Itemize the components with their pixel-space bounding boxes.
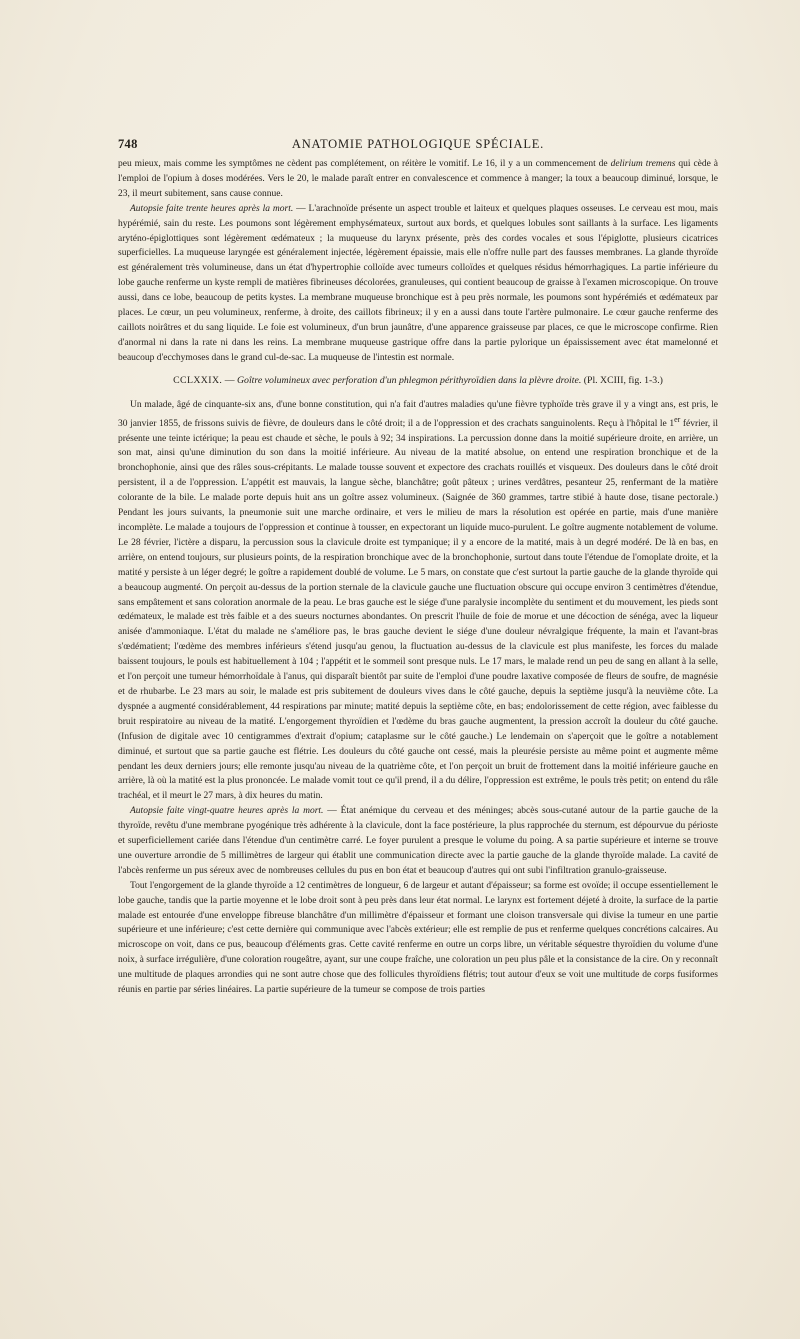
section-title-text: Goître volumineux avec perforation d'un phlegmon périthyroïdien dans la plèvre droite. [236, 374, 582, 386]
body-text [118, 157, 718, 998]
text-run: — L'arachnoïde présente un aspect trouble et laiteux et quelques plaques osseuses. Le cerveau est mou, mais hypérémié, sain du reste. Les poumons sont légèrement emphysémateux, surtout aux bords, et quelques lobules sont saillants à la surface. Les ligaments aryténo-épiglottiques sont légèrement œdémateux ; la muqueuse du larynx présente, près des cordes vocales et sous l'épiglotte, plusieurs cicatrices superficielles. La muqueuse laryngée est généralement injectée, légèrement épaissie, mais elle n'offre nulle part des fausses membranes. La glande thyroïde est généralement très volumineuse, dans un état d'hypertrophie colloïde avec tumeurs colloïdes et quelques résidus hémorrhagiques. La partie inférieure du lobe gauche renferme un kyste rempli de matières fibrineuses décolorées, granuleuses, qui contient beaucoup de graisse à l'examen microscopique. On trouve aussi, dans ce lobe, beaucoup de petits kystes. La membrane muqueuse bronchique est à peu près normale, les poumons sont hypérémiés et œdémateux par places. Le cœur, un peu volumineux, renferme, à droite, des caillots fibrineux; il y en a aussi dans toute l'artère pulmonaire. Le cœur gauche renferme des caillots noirâtres et du sang liquide. Le foie est volumineux, d'un brun jaunâtre, d'une apparence graisseuse par places, ce que le microscope confirme. Rien d'anormal ni dans la rate ni dans les reins. La membrane muqueuse gastrique offre dans la partie pylorique un épaississement avec état mamelonné et beaucoup d'ecchymoses dans le grand cul-de-sac. La muqueuse de l'intestin est normale. [118, 203, 718, 363]
page-number: 748 [118, 137, 138, 151]
text-run: qui cède à l'emploi de l'opium à doses modérées. Vers le 20, le malade paraît entrer en convalescence et commence à manger; la toux a beaucoup diminué, lorsque, le 23, il meurt subitement, sans cause connue. [118, 159, 718, 199]
autopsy-heading: Autopsie faite trente heures après la mort. [130, 203, 294, 214]
paragraph-thyroid [118, 879, 718, 998]
text-run: février, il présente une teinte ictérique; la peau est chaude et sèche, le pouls à 92; 34 inspirations. La percussion donne dans la moitié supérieure droite, en arrière, un son mat, ainsi qu'une diminution du son dans la moitié inférieure. Au niveau de la matité absolue, on entend une respiration bronchique et de la bronchophonie, ainsi que des râles sous-crépitants. Le malade tousse souvent et expectore des crachats rouillés et visqueux. Des douleurs dans le côté droit persistent, il a de l'oppression. L'appétit est mauvais, la langue sèche, blanchâtre; goût pâteux ; urines verdâtres, pesanteur 25, renfermant de la matière colorante de la bile. Le malade porte depuis huit ans un goître assez volumineux. (Saignée de 360 grammes, tartre stibié à haute dose, tisane pectorale.) Pendant les jours suivants, la pneumonie suit une marche ordinaire, et vers le milieu de mars la résolution est opérée en partie, mais d'une manière incomplète. Le malade a toujours de l'oppression et continue à tousser, en expectorant un liquide muco-purulent. Le goître augmente notablement de volume. Le 28 février, l'ictère a disparu, la percussion sous la clavicule droite est tympanique; il y a encore de la matité, mais à un degré modéré. De là en bas, en arrière, on entend toujours, sur plusieurs points, de la respiration bronchique avec de la bronchophonie, surtout dans toute l'étendue de l'omoplate droite, et la matité y persiste à un léger degré; le goître a rapidement doublé de volume. Le 5 mars, on constate que c'est surtout la partie gauche de la glande thyroïde qui a beaucoup augmenté. On perçoit au-dessus de la portion sternale de la clavicule gauche une fluctuation obscure qui occupe environ 3 centimètres d'étendue, sans empâtement et sans coloration anormale de la peau. Le bras gauche est le siége d'une paralysie incomplète du sentiment et du mouvement, les pieds sont œdémateux, le malade est très faible et a des sueurs nocturnes abondantes. On prescrit l'huile de foie de morue et une décoction de sénéga, avec la liqueur anisée d'ammoniaque. L'état du malade ne s'améliore pas, le bras gauche devient le siége d'une douleur névralgique fréquente, la main et l'avant-bras s'œdématient; l'œdème des membres inférieurs s'étend jusqu'au genou, la fluctuation au-dessus de la clavicule est plus manifeste, les forces du malade baissent toujours, le pouls est habituellement à 104 ; l'appétit et le sommeil sont presque nuls. Le 17 mars, le malade rend un peu de sang en allant à la selle, et l'on perçoit une tumeur hémorrhoïdale à l'anus, qui disparaît bientôt par suite de l'emploi d'une poudre laxative composée de fleurs de soufre, de magnésie et de rhubarbe. Le 23 mars au soir, le malade est pris subitement de douleurs vives dans le côté gauche, depuis la septième jusqu'à la neuvième côte. La dyspnée a augmenté considérablement, 44 respirations par minute; matité depuis la septième côte, en bas; endolorissement de cette région, avec faiblesse du bruit respiratoire au niveau de la matité. L'engorgement thyroïdien et l'œdème du bras gauche augmentent, la pression accroît la douleur du côté gauche. (Infusion de digitale avec 10 centigrammes d'extrait d'opium; cataplasme sur le côté gauche.) Le lendemain on s'aperçoit que le goître a notablement diminué, et surtout que sa partie gauche est flétrie. Les douleurs du côté gauche ont cessé, mais la pleurésie persiste au même point et augmente même pendant les deux derniers jours; elle remonte jusqu'au niveau de la quatrième côte, et l'on perçoit un bruit de frottement dans la moitié inférieure gauche en arrière, là où la matité est la plus prononcée. Le malade vomit tout ce qu'il prend, il a du délire, l'oppression est extrême, le pouls très petit; on entend du râle trachéal, et il meurt le 27 mars, à dix heures du matin. [118, 418, 719, 802]
paragraph-continuation [118, 157, 718, 202]
text-run: Tout l'engorgement de la glande thyroïde a 12 centimètres de longueur, 6 de largeur et autant d'épaisseur; sa forme est ovoïde; il occupe essentiellement le lobe gauche, tandis que la partie moyenne et le lobe droit sont à peu près dans leur état normal. Le larynx est fortement déjeté à droite, la surface de la partie malade est entourée d'une enveloppe fibreuse blanchâtre d'un millimètre d'épaisseur et formant une cloison transversale qui divise la tumeur en une partie supérieure et une inférieure; c'est cette dernière qui communique avec l'abcès extérieur; elle est remplie de pus et renferme quelques concrétions calcaires. Au microscope on voit, dans ce pus, beaucoup d'éléments gras. Cette cavité renferme en outre un corps libre, un véritable séquestre thyroïdien du volume d'une noix, à surface irrégulière, d'une coloration rougeâtre, ayant, sur une coupe fraîche, une coloration un peu plus pâle et la consistance de la cire. On y reconnaît une multitude de plaques arrondies qui ne sont autre chose que des follicules thyroïdiens flétris; tout autour d'eux se voit une multitude de corps fusiformes réunis en partie par séries linéaires. La partie supérieure de la tumeur se compose de trois parties [118, 880, 718, 996]
superscript: er [674, 414, 681, 424]
text-run: peu mieux, mais comme les symptômes ne cèdent pas complétement, on réitère le vomitif. Le 16, il y a un commencement de [118, 159, 611, 169]
paragraph-autopsy-2 [118, 804, 718, 879]
italic-term: delirium tremens [610, 159, 676, 169]
page-header [118, 137, 718, 153]
text-run: Un malade, âgé de cinquante-six ans, d'une bonne constitution, qui n'a fait d'autres maladies qu'une fièvre typhoïde très grave il y a vingt ans, est pris, le 30 janvier 1855, de frissons suivis de fièvre, de douleurs dans le côté droit; il a de l'oppression et des crachats sanguinolents. Reçu à l'hôpital le 1 [118, 399, 718, 429]
autopsy-heading: Autopsie faite vingt-quatre heures après la mort. [130, 806, 324, 817]
text-run: — État anémique du cerveau et des méninges; abcès sous-cutané autour de la partie gauche de la thyroïde, revêtu d'une membrane pyogénique très adhérente à la clavicule, dont la face postérieure, la plus rapprochée du sternum, est dépourvue du périoste et superficiellement cariée dans l'étendue d'un centimètre carré. Le foyer purulent a presque le volume du poing. A sa partie supérieure et interne se trouve une ouverture arrondie de 5 millimètres de largeur qui établit une communication directe avec la partie gauche de la glande thyroïde malade. La cavité de l'abcès renferme un pus séreux avec de nombreuses cellules du pus en bon état et beaucoup d'autres qui ont subi l'infiltration granulo-graisseuse. [118, 806, 718, 876]
running-head: ANATOMIE PATHOLOGIQUE SPÉCIALE. [291, 137, 545, 151]
plate-reference: (Pl. XCIII, fig. 1-3.) [581, 374, 663, 386]
section-dash: — [222, 374, 237, 386]
paragraph-autopsy-1 [118, 202, 718, 366]
section-number: CCLXXIX. [173, 374, 223, 386]
paragraph-case-history [118, 398, 718, 805]
section-title [118, 374, 718, 389]
